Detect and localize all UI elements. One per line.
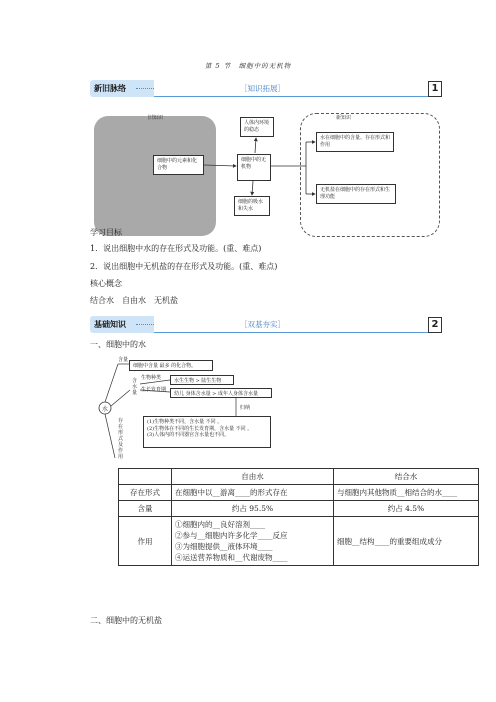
- section-tag: 基础知识: [94, 320, 126, 329]
- summary-item: (2)生物体在不同的生长发育期，含水量 不同 。: [147, 425, 253, 432]
- page-title: 第 5 节 细胞中的无机物: [204, 62, 292, 70]
- table-cell: 与细胞内其他物质__相结合的水____: [334, 485, 479, 501]
- line-to-factors: [111, 390, 130, 406]
- line-to-forms: [105, 414, 115, 458]
- factor-growth-label: 生长发育期: [141, 387, 167, 393]
- map-box-water: 水在细胞中的含量、存在形式和作用: [316, 132, 394, 152]
- map-box-bottom: 细胞的吸水和失水: [234, 196, 270, 216]
- section-tag: 新旧脉络: [94, 84, 126, 93]
- summary-item: (3)人体内的不同器官含水量也不同。: [147, 432, 230, 438]
- summary-label: 归纳: [240, 405, 251, 411]
- section-label: ［双基夯实］: [240, 320, 285, 329]
- table-cell: [172, 517, 334, 566]
- forms-side-label: 存在形式及作用: [118, 418, 124, 460]
- part2-heading: 二、细胞中的无机盐: [90, 616, 162, 625]
- goal-item: 2．说出细胞中无机盐的存在形式及功能。(重、难点): [90, 262, 278, 271]
- table-cell: 在细胞中以__游离____的形式存在: [172, 485, 334, 501]
- table-header-cell: 结合水: [334, 469, 479, 485]
- map-box-elements: 细胞中的元素和化合物: [153, 155, 204, 175]
- section-label: ［知识拓展］: [240, 84, 285, 93]
- function-item: ④运送营养物质和__代谢废物____: [175, 553, 288, 562]
- function-item: ②参与__细胞内许多化学____反应: [175, 531, 288, 540]
- section-number: 1: [428, 81, 442, 97]
- content-label: 含量: [118, 357, 129, 363]
- table-row: [119, 501, 479, 517]
- row-label: 存在形式: [119, 485, 172, 501]
- goal-item: 1．说出细胞中水的存在形式及功能。(重、难点): [90, 244, 262, 253]
- content-box: 细胞中含量 最多 的化合物。: [129, 360, 213, 371]
- table-cell: 约占 95.5%: [172, 501, 334, 517]
- old-knowledge-label: 旧知识: [148, 115, 164, 121]
- map-box-top: 人体内环境的稳态: [240, 117, 274, 137]
- map-box-salt: 无机盐在细胞中的存在形式和生理功能: [316, 184, 396, 204]
- water-circle-label: 水: [102, 406, 109, 413]
- summary-box: [143, 416, 271, 448]
- goals-heading: 学习目标: [90, 228, 122, 237]
- map-box-center: 细胞中的无机物: [237, 154, 271, 181]
- factor-species-label: 生物种类: [141, 375, 162, 381]
- factor-species-box: 水生生物 > 陆生生物: [170, 375, 234, 385]
- water-comparison-table: [118, 468, 479, 566]
- function-item: ①细胞内的__良好溶剂____: [175, 520, 265, 529]
- part1-heading: 一、细胞中的水: [90, 340, 146, 349]
- new-knowledge-label: 新知识: [336, 115, 352, 121]
- row-label: 含量: [119, 501, 172, 517]
- table-header-cell: [119, 469, 172, 485]
- line-to-content: [105, 364, 118, 402]
- function-item: ③为细胞提供__液体环境____: [175, 542, 273, 551]
- concepts-list: 结合水 自由水 无机盐: [90, 296, 178, 305]
- factors-label: 含水量: [132, 378, 138, 396]
- summary-item: (1)生物种类不同，含水量 不同 。: [147, 419, 223, 425]
- table-header-cell: 自由水: [172, 469, 334, 485]
- row-label: 作用: [119, 517, 172, 566]
- concepts-heading: 核心概念: [90, 279, 122, 288]
- table-row: [119, 517, 479, 566]
- table-cell: 约占 4.5%: [334, 501, 479, 517]
- table-row: [119, 485, 479, 501]
- section-number: 2: [428, 317, 442, 333]
- factor-growth-box: 幼儿 身体含水量 > 成年人身体含水量: [170, 388, 272, 398]
- table-header-row: [119, 469, 479, 485]
- table-cell: 细胞__结构____的重要组成成分: [334, 517, 479, 566]
